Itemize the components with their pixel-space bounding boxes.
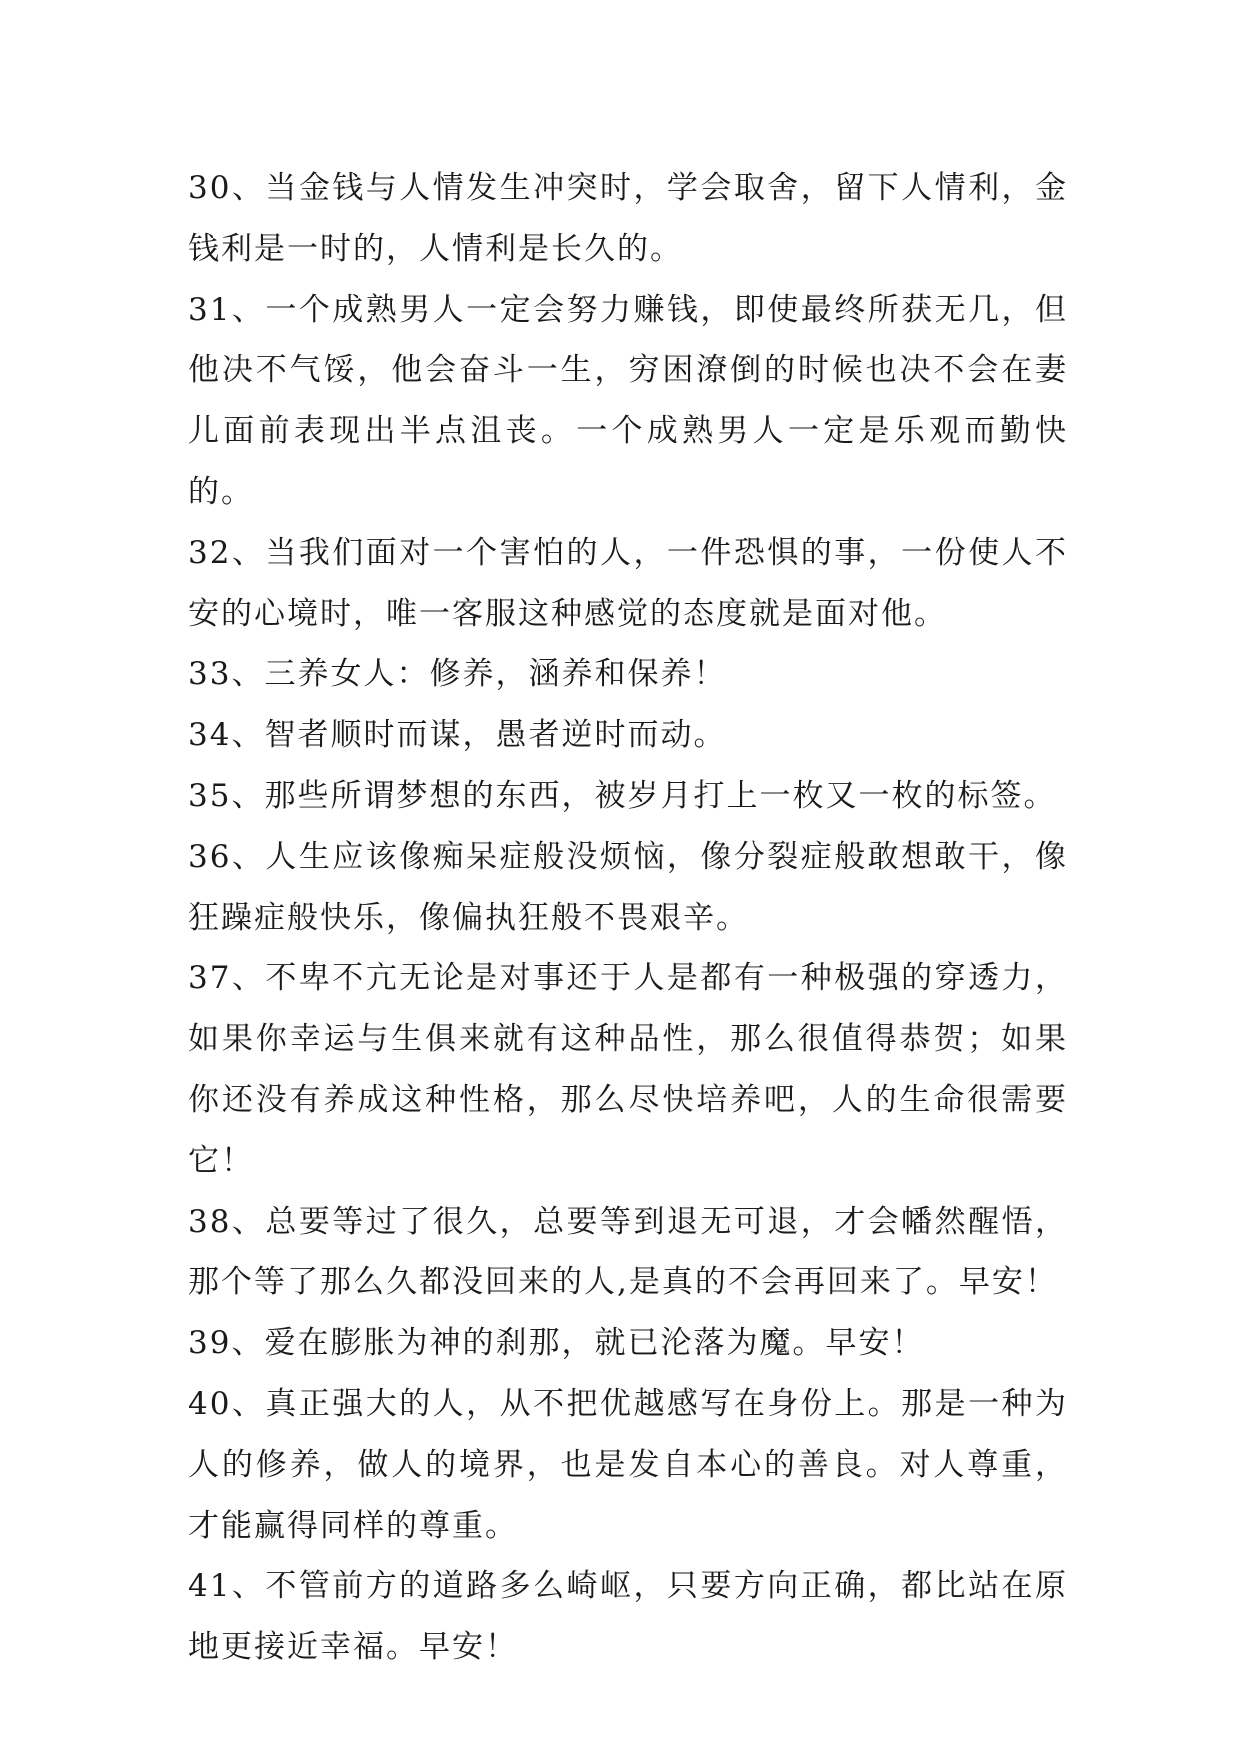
paragraph-39: 39、爱在膨胀为神的刹那，就已沦落为魔。早安！ xyxy=(188,1325,925,1362)
paragraph-36: 36、人生应该像痴呆症般没烦恼，像分裂症般敢想敢干，像狂躁症般快乐，像偏执狂般不畏艰辛。 xyxy=(188,838,1068,936)
paragraph-41: 41、不管前方的道路多么崎岖，只要方向正确，都比站在原地更接近幸福。早安！ xyxy=(188,1568,1068,1666)
paragraph-35: 35、那些所谓梦想的东西，被岁月打上一枚又一枚的标签。 xyxy=(188,777,1057,814)
paragraph-30: 30、当金钱与人情发生冲突时，学会取舍，留下人情利，金钱利是一时的，人情利是长久的。 xyxy=(188,170,1068,267)
paragraph-40: 40、真正强大的人，从不把优越感写在身份上。那是一种为人的修养，做人的境界，也是发自本心的善良。对人尊重，才能赢得同样的尊重。 xyxy=(188,1385,1068,1544)
paragraph-31: 31、一个成熟男人一定会努力赚钱，即使最终所获无几，但他决不气馁，他会奋斗一生，穷困潦倒的时候也决不会在妻儿面前表现出半点沮丧。一个成熟男人一定是乐观而勤快的。 xyxy=(188,291,1068,510)
paragraph-33: 33、三养女人：修养，涵养和保养！ xyxy=(188,656,727,693)
paragraph-38: 38、总要等过了很久，总要等到退无可退，才会幡然醒悟，那个等了那么久都没回来的人,是真的不会再回来了。早安！ xyxy=(188,1203,1068,1301)
paragraph-32: 32、当我们面对一个害怕的人，一件恐惧的事，一份使人不安的心境时，唯一客服这种感觉的态度就是面对他。 xyxy=(188,534,1068,632)
document-body xyxy=(188,158,1068,1678)
paragraph-37: 37、不卑不亢无论是对事还于人是都有一种极强的穿透力，如果你幸运与生俱来就有这种品性，那么很值得恭贺；如果你还没有养成这种性格，那么尽快培养吧，人的生命很需要它！ xyxy=(188,960,1068,1179)
paragraph-34: 34、智者顺时而谋，愚者逆时而动。 xyxy=(188,717,727,754)
